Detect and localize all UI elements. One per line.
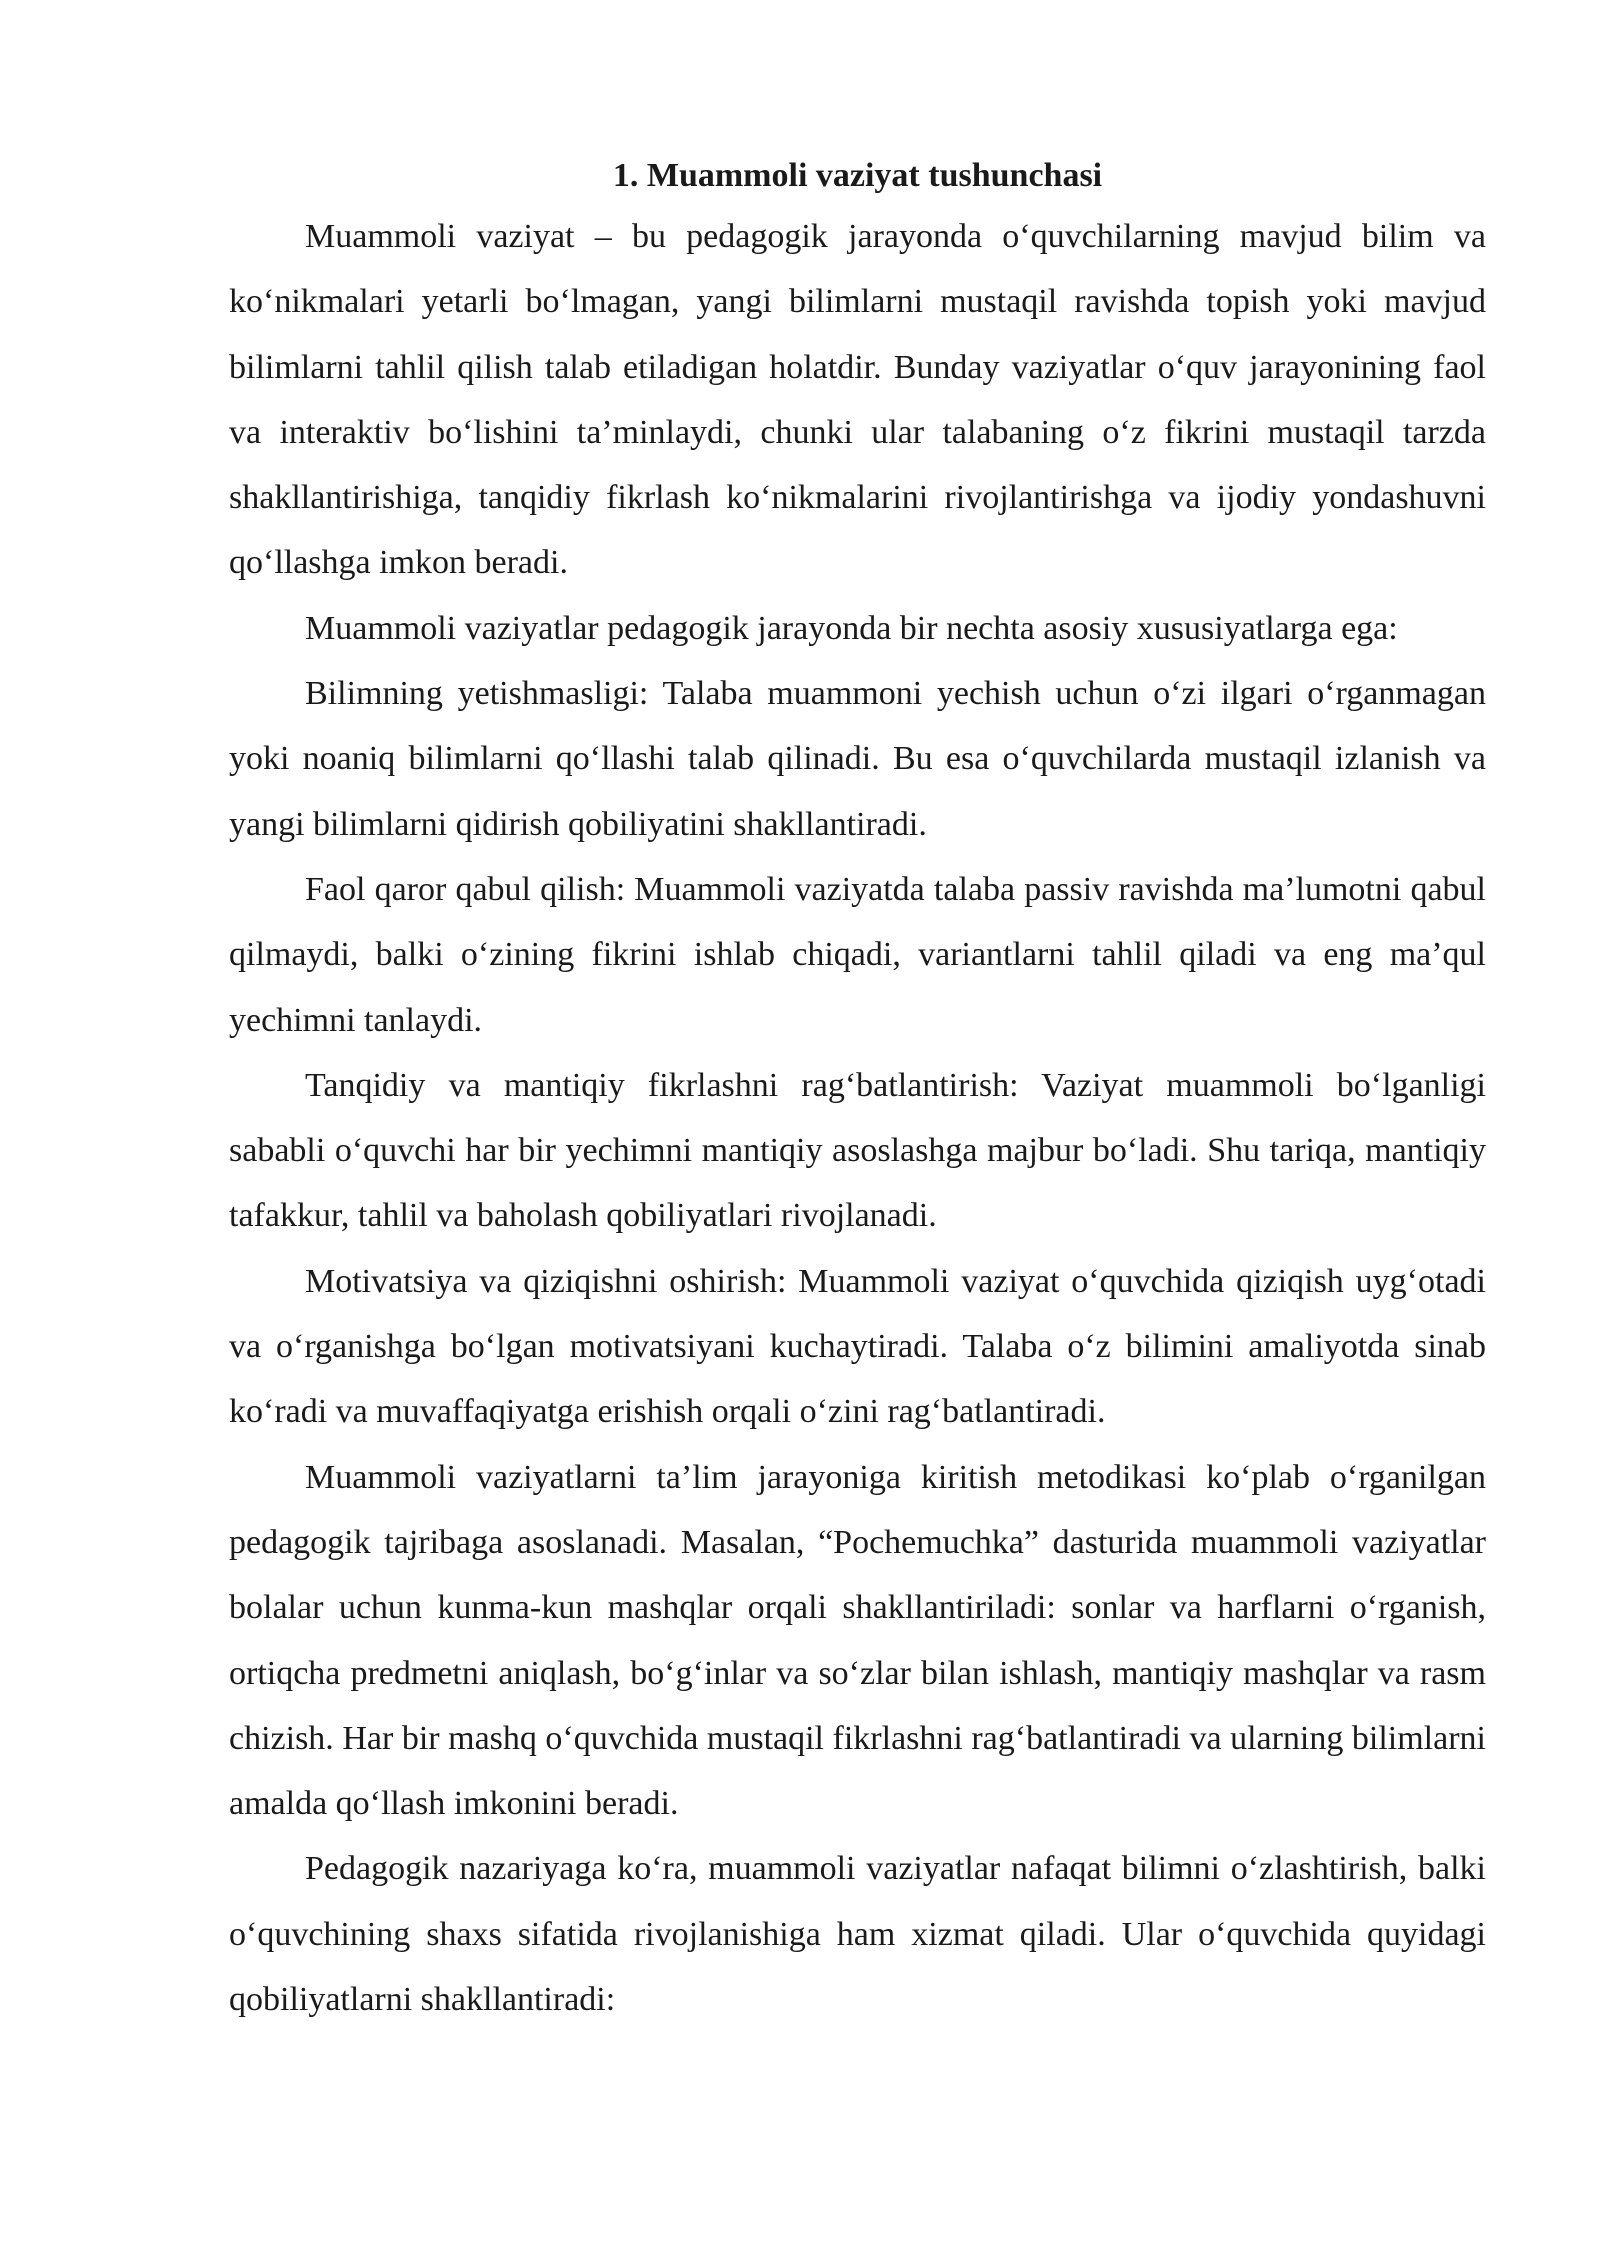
paragraph-motivation: Motivatsiya va qiziqishni oshirish: Muammoli vaziyat o‘quvchida qiziqish uyg‘otadi va o‘rganishga bo‘lgan motivatsiyani kuchaytiradi. Talaba o‘z bilimini amaliyotda sinab ko‘radi va muvaffaqiyatga erishish orqali o‘zini rag‘batlantiradi. <box>229 1262 1486 1431</box>
paragraph-features-intro: Muammoli vaziyatlar pedagogik jarayonda bir nechta asosiy xususiyatlarga ega: <box>305 609 1398 647</box>
paragraph-lack-of-knowledge: Bilimning yetishmasligi: Talaba muammoni yechish uchun o‘zi ilgari o‘rganmagan yoki noaniq bilimlarni qo‘llashi talab qilinadi. Bu esa o‘quvchilarda mustaqil izlanish va yangi bilimlarni qidirish qobiliyatini shakllantiradi. <box>229 675 1486 843</box>
paragraph-pedagogical-theory: Pedagogik nazariyaga ko‘ra, muammoli vaziyatlar nafaqat bilimni o‘zlashtirish, balki o‘quvchining shaxs sifatida rivojlanishiga ham xizmat qiladi. Ular o‘quvchida quyidagi qobiliyatlarni shakllantiradi: <box>229 1850 1486 2019</box>
paragraph-definition: Muammoli vaziyat – bu pedagogik jarayonda o‘quvchilarning mavjud bilim va ko‘nikmalari yetarli bo‘lmagan, yangi bilimlarni mustaqil ravishda topish yoki mavjud bilimlarni tahlil qilish talab etiladigan holatdir. Bunday vaziyatlar o‘quv jarayonining faol va interaktiv bo‘lishini ta’minlaydi, chunki ular talabaning o‘z fikrini mustaqil tarzda shakllantirishiga, tanqidiy fikrlash ko‘nikmalarini rivojlantirishga va ijodiy yondashuvni qo‘llashga imkon beradi. <box>229 218 1486 582</box>
document-body <box>229 150 1486 2032</box>
paragraph-critical-thinking: Tanqidiy va mantiqiy fikrlashni rag‘batlantirish: Vaziyat muammoli bo‘lganligi sababli o‘quvchi har bir yechimni mantiqiy asoslashga majbur bo‘ladi. Shu tariqa, mantiqiy tafakkur, tahlil va baholash qobiliyatlari rivojlanadi. <box>229 1066 1486 1235</box>
paragraph-active-decision: Faol qaror qabul qilish: Muammoli vaziyatda talaba passiv ravishda ma’lumotni qabul qilmaydi, balki o‘zining fikrini ishlab chiqadi, variantlarni tahlil qiladi va eng ma’qul yechimni tanlaydi. <box>229 870 1486 1039</box>
section-title: 1. Muammoli vaziyat tushunchasi <box>612 157 1103 194</box>
paragraph-methodology: Muammoli vaziyatlarni ta’lim jarayoniga kiritish metodikasi ko‘plab o‘rganilgan pedagogik tajribaga asoslanadi. Masalan, “Pochemuchka” dasturida muammoli vaziyatlar bolalar uchun kunma-kun mashqlar orqali shakllantiriladi: sonlar va harflarni o‘rganish, ortiqcha predmetni aniqlash, bo‘g‘inlar va so‘zlar bilan ishlash, mantiqiy mashqlar va rasm chizish. Har bir mashq o‘quvchida mustaqil fikrlashni rag‘batlantiradi va ularning bilimlarni amalda qo‘llash imkonini beradi. <box>229 1458 1486 1823</box>
